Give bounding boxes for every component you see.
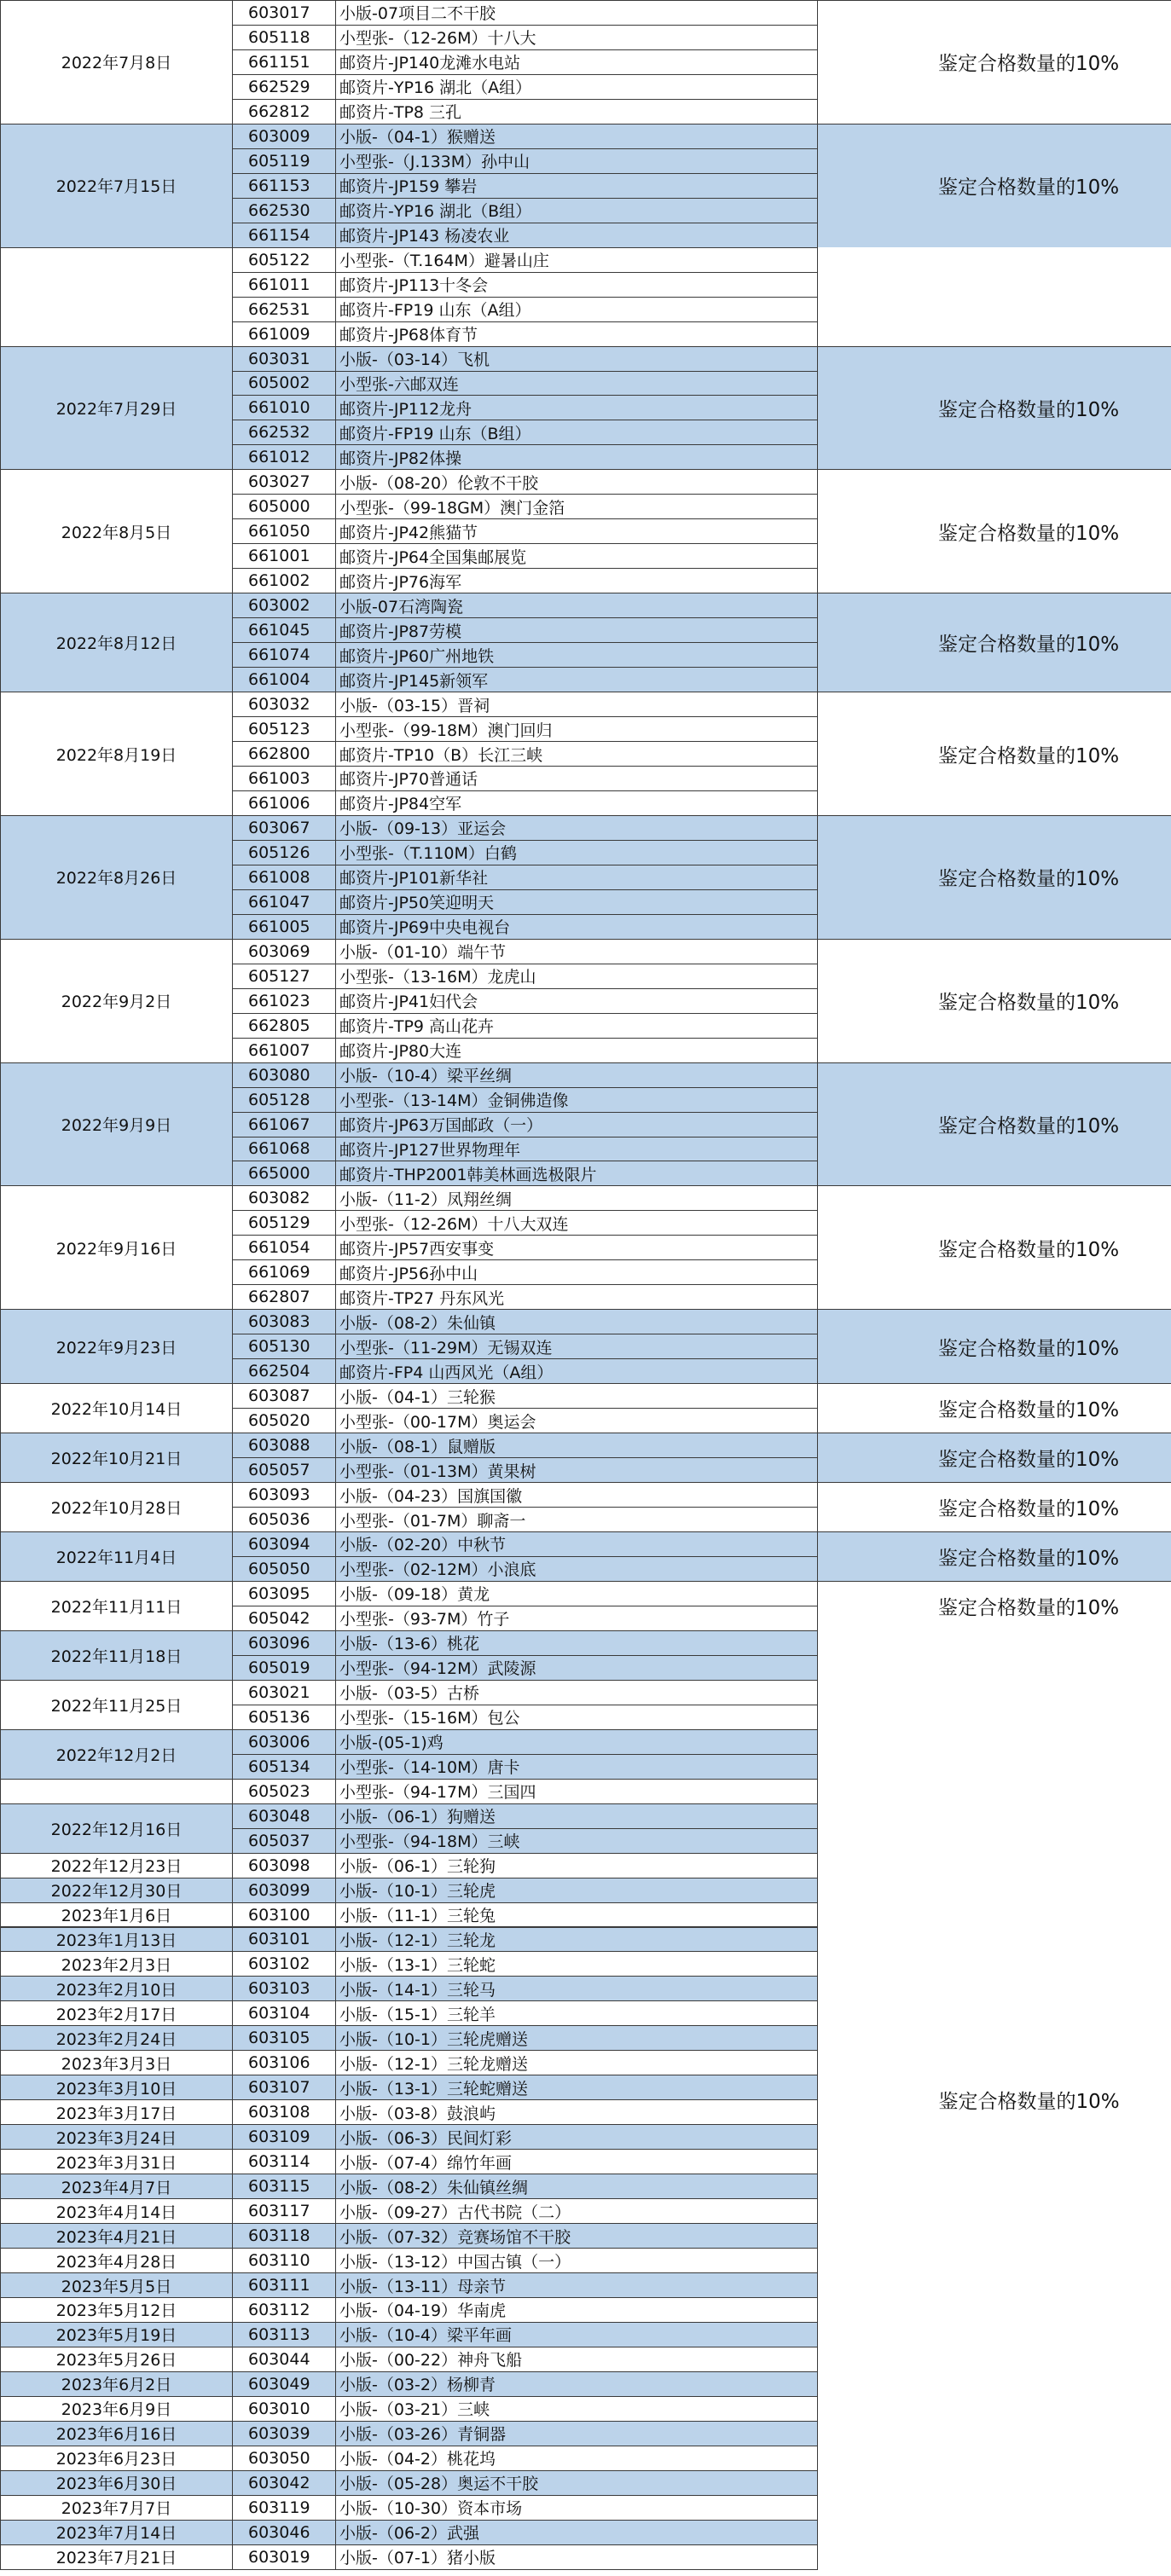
item-code: 605134 [232, 1754, 336, 1780]
item-name: 小版-（04-19）华南虎 [335, 2297, 818, 2323]
item-code: 603032 [232, 692, 336, 717]
item-code: 605123 [232, 716, 336, 742]
item-code: 661004 [232, 667, 336, 692]
item-code: 661006 [232, 790, 336, 816]
item-name: 小型张-（00-17M）奥运会 [335, 1408, 818, 1433]
item-code: 603009 [232, 124, 336, 149]
item-code: 661003 [232, 766, 336, 791]
date-cell: 2023年2月10日 [0, 1976, 233, 2001]
item-code: 661153 [232, 173, 336, 199]
item-code: 603021 [232, 1680, 336, 1705]
item-code: 605042 [232, 1606, 336, 1631]
item-name: 邮资片-FP19 山东（B组） [335, 420, 818, 445]
item-name: 邮资片-TP8 三孔 [335, 99, 818, 124]
item-code: 661068 [232, 1137, 336, 1162]
item-name: 小型张-（14-10M）唐卡 [335, 1754, 818, 1780]
item-name: 小版-（09-13）亚运会 [335, 815, 818, 841]
item-code: 605036 [232, 1507, 336, 1532]
item-name: 小型张-（93-7M）竹子 [335, 1606, 818, 1631]
date-cell: 2023年3月10日 [0, 2075, 233, 2100]
item-code: 603117 [232, 2198, 336, 2224]
note-cell: 鉴定合格数量的10% [817, 939, 1171, 1063]
item-name: 邮资片-FP4 山西风光（A组） [335, 1358, 818, 1384]
item-name: 小型张-（J.133M）孙中山 [335, 148, 818, 174]
item-name: 小版-（01-10）端午节 [335, 939, 818, 964]
note-cell: 鉴定合格数量的10% [817, 469, 1171, 593]
item-name: 小版-（06-3）民间灯彩 [335, 2124, 818, 2150]
item-name: 邮资片-JP101新华社 [335, 865, 818, 890]
item-name: 小型张-（11-29M）无锡双连 [335, 1334, 818, 1359]
item-name: 小版-（09-27）古代书院（二） [335, 2198, 818, 2224]
item-name: 小版-（07-32）竞赛场馆不干胶 [335, 2223, 818, 2249]
item-name: 小版-（13-1）三轮蛇 [335, 1951, 818, 1977]
item-code: 603019 [232, 2544, 336, 2570]
item-code: 605130 [232, 1334, 336, 1359]
item-name: 邮资片-FP19 山东（A组） [335, 297, 818, 322]
date-cell: 2022年11月25日 [0, 1680, 233, 1730]
item-code: 603050 [232, 2446, 336, 2471]
note-cell: 鉴定合格数量的10% [817, 1062, 1171, 1187]
item-name: 小型张-（94-17M）三国四 [335, 1779, 818, 1804]
item-name: 邮资片-JP50笑迎明天 [335, 889, 818, 915]
note-cell: 鉴定合格数量的10% [817, 692, 1171, 816]
item-code: 603101 [232, 1927, 336, 1953]
date-cell: 2023年5月5日 [0, 2272, 233, 2298]
note-cell: 鉴定合格数量的10% [817, 1383, 1171, 1433]
item-code: 603119 [232, 2495, 336, 2521]
item-code: 661007 [232, 1038, 336, 1063]
item-code: 662812 [232, 99, 336, 124]
item-code: 603083 [232, 1309, 336, 1334]
item-name: 小版-（10-4）梁平丝绸 [335, 1062, 818, 1088]
item-name: 小版-（10-4）梁平年画 [335, 2322, 818, 2347]
item-name: 小版-（03-21）三峡 [335, 2396, 818, 2422]
item-code: 603109 [232, 2124, 336, 2150]
item-name: 小型张-（12-26M）十八大双连 [335, 1210, 818, 1236]
date-cell [0, 1779, 233, 1804]
item-code: 603104 [232, 2000, 336, 2026]
item-code: 603093 [232, 1482, 336, 1508]
item-code: 603111 [232, 2272, 336, 2298]
date-cell: 2022年9月9日 [0, 1062, 233, 1187]
item-code: 662504 [232, 1358, 336, 1384]
date-cell: 2023年7月7日 [0, 2495, 233, 2521]
item-code: 603118 [232, 2223, 336, 2249]
item-code: 603088 [232, 1433, 336, 1458]
item-code: 662805 [232, 1013, 336, 1039]
item-code: 605126 [232, 840, 336, 865]
item-code: 603108 [232, 2099, 336, 2125]
date-cell: 2023年7月14日 [0, 2520, 233, 2545]
item-name: 邮资片-JP113十冬会 [335, 272, 818, 298]
date-cell: 2023年5月26日 [0, 2347, 233, 2372]
item-name: 邮资片-JP145新领军 [335, 667, 818, 692]
item-name: 邮资片-JP69中央电视台 [335, 914, 818, 940]
item-name: 小版-（03-26）青铜器 [335, 2421, 818, 2446]
item-code: 605122 [232, 247, 336, 273]
item-code: 661050 [232, 518, 336, 544]
item-name: 小版-（03-5）古桥 [335, 1680, 818, 1705]
item-name: 小型张-（94-12M）武陵源 [335, 1655, 818, 1681]
item-code: 603027 [232, 469, 336, 495]
item-code: 603042 [232, 2470, 336, 2496]
note-cell-merged: 鉴定合格数量的10% [817, 1630, 1171, 2570]
item-name: 邮资片-JP68体育节 [335, 321, 818, 347]
item-name: 小版-（07-4）绵竹年画 [335, 2149, 818, 2174]
item-code: 605057 [232, 1457, 336, 1483]
item-code: 603100 [232, 1902, 336, 1928]
item-code: 603006 [232, 1729, 336, 1755]
item-name: 邮资片-JP56孙中山 [335, 1259, 818, 1285]
item-code: 661047 [232, 889, 336, 915]
date-cell: 2023年2月3日 [0, 1951, 233, 1977]
item-code: 603098 [232, 1853, 336, 1878]
item-code: 662529 [232, 74, 336, 100]
item-name: 小版-（04-1）猴赠送 [335, 124, 818, 149]
date-cell: 2022年8月26日 [0, 815, 233, 940]
item-name: 邮资片-JP82体操 [335, 444, 818, 470]
date-cell: 2023年6月9日 [0, 2396, 233, 2422]
item-name: 邮资片-JP42熊猫节 [335, 518, 818, 544]
item-code: 661001 [232, 543, 336, 569]
item-code: 661154 [232, 223, 336, 248]
date-cell: 2022年11月11日 [0, 1581, 233, 1631]
item-code: 661074 [232, 642, 336, 668]
item-code: 605019 [232, 1655, 336, 1681]
item-code: 662532 [232, 420, 336, 445]
note-cell: 鉴定合格数量的10% [817, 124, 1171, 248]
date-cell: 2022年12月2日 [0, 1729, 233, 1780]
item-code: 661023 [232, 988, 336, 1014]
item-code: 662807 [232, 1284, 336, 1310]
item-name: 邮资片-JP41妇代会 [335, 988, 818, 1014]
item-name: 邮资片-JP84空军 [335, 790, 818, 816]
item-name: 小型张-（94-18M）三峡 [335, 1828, 818, 1854]
item-name: 小型张-（01-7M）聊斋一 [335, 1507, 818, 1532]
item-code: 603031 [232, 346, 336, 372]
item-name: 小版-（10-1）三轮虎赠送 [335, 2025, 818, 2051]
date-cell: 2022年10月28日 [0, 1482, 233, 1532]
item-name: 小版-（04-23）国旗国徽 [335, 1482, 818, 1508]
item-code: 661067 [232, 1112, 336, 1137]
item-code: 605000 [232, 494, 336, 519]
date-cell: 2023年3月17日 [0, 2099, 233, 2125]
item-code: 661008 [232, 865, 336, 890]
date-cell: 2023年6月16日 [0, 2421, 233, 2446]
item-code: 605129 [232, 1210, 336, 1236]
item-code: 603096 [232, 1630, 336, 1656]
item-name: 邮资片-TP27 丹东风光 [335, 1284, 818, 1310]
item-name: 邮资片-JP143 杨凌农业 [335, 223, 818, 248]
item-code: 603002 [232, 593, 336, 618]
item-name: 小版-（11-2）凤翔丝绸 [335, 1185, 818, 1211]
date-cell: 2022年11月18日 [0, 1630, 233, 1681]
item-code: 605128 [232, 1087, 336, 1113]
item-name: 小版-(05-1)鸡 [335, 1729, 818, 1755]
item-name: 小版-（08-2）朱仙镇 [335, 1309, 818, 1334]
item-code: 605023 [232, 1779, 336, 1804]
item-code: 603102 [232, 1951, 336, 1977]
item-name: 小型张-（T.164M）避暑山庄 [335, 247, 818, 273]
item-code: 603110 [232, 2248, 336, 2273]
note-cell: 鉴定合格数量的10% [817, 1531, 1171, 1582]
date-cell: 2022年10月14日 [0, 1383, 233, 1433]
item-name: 小版-（13-11）母亲节 [335, 2272, 818, 2298]
date-cell: 2022年7月15日 [0, 124, 233, 248]
item-code: 603039 [232, 2421, 336, 2446]
item-name: 邮资片-JP63万国邮政（一） [335, 1112, 818, 1137]
date-cell: 2022年7月29日 [0, 346, 233, 471]
item-name: 小版-（10-30）资本市场 [335, 2495, 818, 2521]
date-cell [0, 247, 233, 347]
item-name: 小型张-（12-26M）十八大 [335, 25, 818, 50]
item-name: 小型张-（13-14M）金铜佛造像 [335, 1087, 818, 1113]
item-name: 小版-（03-15）晋祠 [335, 692, 818, 717]
date-cell: 2022年9月2日 [0, 939, 233, 1063]
item-name: 小版-（13-12）中国古镇（一） [335, 2248, 818, 2273]
item-code: 605037 [232, 1828, 336, 1854]
date-cell: 2022年11月4日 [0, 1531, 233, 1582]
item-code: 603010 [232, 2396, 336, 2422]
item-name: 小版-（03-2）杨柳青 [335, 2371, 818, 2397]
item-name: 小版-（11-1）三轮兔 [335, 1902, 818, 1928]
note-cell: 鉴定合格数量的10% [817, 1581, 1171, 1631]
item-code: 661011 [232, 272, 336, 298]
item-code: 661002 [232, 568, 336, 593]
date-cell: 2023年1月13日 [0, 1927, 233, 1953]
item-name: 小型张-（99-18M）澳门回归 [335, 716, 818, 742]
date-cell: 2023年2月24日 [0, 2025, 233, 2051]
item-name: 邮资片-JP112龙舟 [335, 395, 818, 420]
item-code: 603049 [232, 2371, 336, 2397]
item-name: 邮资片-JP76海军 [335, 568, 818, 593]
item-name: 小版-（05-28）奥运不干胶 [335, 2470, 818, 2496]
item-code: 605136 [232, 1705, 336, 1730]
item-code: 605002 [232, 371, 336, 397]
item-name: 小版-（06-1）狗赠送 [335, 1803, 818, 1829]
item-name: 小版-（13-1）三轮蛇赠送 [335, 2075, 818, 2100]
item-code: 603044 [232, 2347, 336, 2372]
date-cell: 2023年5月12日 [0, 2297, 233, 2323]
item-name: 小版-（06-2）武强 [335, 2520, 818, 2545]
date-cell: 2022年7月8日 [0, 0, 233, 124]
item-name: 小版-（06-1）三轮狗 [335, 1853, 818, 1878]
note-cell [817, 247, 1171, 347]
item-code: 603106 [232, 2050, 336, 2075]
item-name: 小型张-（13-16M）龙虎山 [335, 964, 818, 989]
item-name: 小型张-（T.110M）白鹤 [335, 840, 818, 865]
note-cell: 鉴定合格数量的10% [817, 593, 1171, 692]
item-name: 小版-（15-1）三轮羊 [335, 2000, 818, 2026]
item-code: 603094 [232, 1531, 336, 1557]
item-name: 邮资片-THP2001韩美林画选极限片 [335, 1161, 818, 1186]
note-cell: 鉴定合格数量的10% [817, 1482, 1171, 1532]
item-name: 小版-07石湾陶瓷 [335, 593, 818, 618]
item-name: 邮资片-TP9 高山花卉 [335, 1013, 818, 1039]
item-code: 661009 [232, 321, 336, 347]
item-code: 662530 [232, 198, 336, 223]
item-code: 603095 [232, 1581, 336, 1606]
date-cell: 2023年4月28日 [0, 2248, 233, 2273]
item-name: 小版-（08-1）鼠赠版 [335, 1433, 818, 1458]
item-name: 邮资片-YP16 湖北（B组） [335, 198, 818, 223]
item-name: 小版-（02-20）中秋节 [335, 1531, 818, 1557]
item-code: 603103 [232, 1976, 336, 2001]
item-code: 603107 [232, 2075, 336, 2100]
item-code: 603067 [232, 815, 336, 841]
item-name: 小版-07项目二不干胶 [335, 0, 818, 26]
item-name: 邮资片-JP127世界物理年 [335, 1137, 818, 1162]
item-code: 605119 [232, 148, 336, 174]
item-code: 605050 [232, 1556, 336, 1582]
item-name: 小版-（07-1）猪小版 [335, 2544, 818, 2570]
item-name: 小版-（12-1）三轮龙赠送 [335, 2050, 818, 2075]
item-name: 邮资片-JP64全国集邮展览 [335, 543, 818, 569]
item-code: 603099 [232, 1878, 336, 1903]
date-cell: 2023年3月31日 [0, 2149, 233, 2174]
date-cell: 2023年3月24日 [0, 2124, 233, 2150]
item-name: 小型张-六邮双连 [335, 371, 818, 397]
item-name: 小版-（03-8）鼓浪屿 [335, 2099, 818, 2125]
item-name: 邮资片-JP70普通话 [335, 766, 818, 791]
date-cell: 2022年12月30日 [0, 1878, 233, 1903]
item-code: 603113 [232, 2322, 336, 2347]
item-code: 661010 [232, 395, 336, 420]
item-name: 小版-（00-22）神舟飞船 [335, 2347, 818, 2372]
item-name: 邮资片-TP10（B）长江三峡 [335, 741, 818, 767]
date-cell: 2022年9月16日 [0, 1185, 233, 1310]
date-cell: 2022年10月21日 [0, 1433, 233, 1483]
note-cell: 鉴定合格数量的10% [817, 815, 1171, 940]
date-cell: 2023年2月17日 [0, 2000, 233, 2026]
date-cell: 2023年6月30日 [0, 2470, 233, 2496]
note-cell: 鉴定合格数量的10% [817, 346, 1171, 471]
item-name: 小型张-（01-13M）黄果树 [335, 1457, 818, 1483]
item-code: 603082 [232, 1185, 336, 1211]
date-cell: 2023年7月21日 [0, 2544, 233, 2570]
date-cell: 2022年12月23日 [0, 1853, 233, 1878]
date-cell: 2023年5月19日 [0, 2322, 233, 2347]
item-name: 小版-（04-1）三轮猴 [335, 1383, 818, 1409]
note-cell: 鉴定合格数量的10% [817, 1309, 1171, 1384]
item-name: 邮资片-JP140龙滩水电站 [335, 49, 818, 75]
item-code: 603115 [232, 2174, 336, 2199]
item-code: 661054 [232, 1235, 336, 1260]
item-code: 662531 [232, 297, 336, 322]
item-code: 661151 [232, 49, 336, 75]
date-cell: 2022年8月5日 [0, 469, 233, 593]
item-code: 603114 [232, 2149, 336, 2174]
note-cell: 鉴定合格数量的10% [817, 1185, 1171, 1310]
item-name: 小版-（13-6）桃花 [335, 1630, 818, 1656]
date-cell: 2023年1月6日 [0, 1902, 233, 1928]
item-name: 邮资片-JP57西安事变 [335, 1235, 818, 1260]
item-code: 661045 [232, 617, 336, 643]
item-code: 603087 [232, 1383, 336, 1409]
item-code: 605127 [232, 964, 336, 989]
date-cell: 2023年6月2日 [0, 2371, 233, 2397]
item-code: 661012 [232, 444, 336, 470]
item-name: 小版-（10-1）三轮虎 [335, 1878, 818, 1903]
item-code: 605020 [232, 1408, 336, 1433]
item-name: 小版-（08-20）伦敦不干胶 [335, 469, 818, 495]
item-name: 小版-（14-1）三轮马 [335, 1976, 818, 2001]
date-cell: 2023年4月14日 [0, 2198, 233, 2224]
item-code: 603112 [232, 2297, 336, 2323]
date-cell: 2023年4月21日 [0, 2223, 233, 2249]
item-name: 邮资片-JP87劳模 [335, 617, 818, 643]
date-cell: 2022年9月23日 [0, 1309, 233, 1384]
item-code: 661005 [232, 914, 336, 940]
date-cell: 2023年4月7日 [0, 2174, 233, 2199]
item-code: 661069 [232, 1259, 336, 1285]
item-name: 小版-（09-18）黄龙 [335, 1581, 818, 1606]
item-name: 邮资片-JP159 攀岩 [335, 173, 818, 199]
item-code: 603080 [232, 1062, 336, 1088]
item-name: 邮资片-JP80大连 [335, 1038, 818, 1063]
date-cell: 2022年12月16日 [0, 1803, 233, 1854]
item-code: 605118 [232, 25, 336, 50]
date-cell: 2023年3月3日 [0, 2050, 233, 2075]
item-name: 邮资片-YP16 湖北（A组） [335, 74, 818, 100]
item-code: 603048 [232, 1803, 336, 1829]
item-code: 603069 [232, 939, 336, 964]
date-cell: 2022年8月19日 [0, 692, 233, 816]
note-cell: 鉴定合格数量的10% [817, 0, 1171, 124]
item-name: 小版-（04-2）桃花坞 [335, 2446, 818, 2471]
item-code: 665000 [232, 1161, 336, 1186]
item-name: 小版-（12-1）三轮龙 [335, 1927, 818, 1953]
date-cell: 2022年8月12日 [0, 593, 233, 692]
item-name: 邮资片-JP60广州地铁 [335, 642, 818, 668]
item-code: 603046 [232, 2520, 336, 2545]
item-code: 662800 [232, 741, 336, 767]
date-cell: 2023年6月23日 [0, 2446, 233, 2471]
item-name: 小型张-（99-18GM）澳门金箔 [335, 494, 818, 519]
item-name: 小版-（03-14）飞机 [335, 346, 818, 372]
item-name: 小型张-（15-16M）包公 [335, 1705, 818, 1730]
item-code: 603017 [232, 0, 336, 26]
note-cell: 鉴定合格数量的10% [817, 1433, 1171, 1483]
item-name: 小型张-（02-12M）小浪底 [335, 1556, 818, 1582]
item-name: 小版-（08-2）朱仙镇丝绸 [335, 2174, 818, 2199]
item-code: 603105 [232, 2025, 336, 2051]
